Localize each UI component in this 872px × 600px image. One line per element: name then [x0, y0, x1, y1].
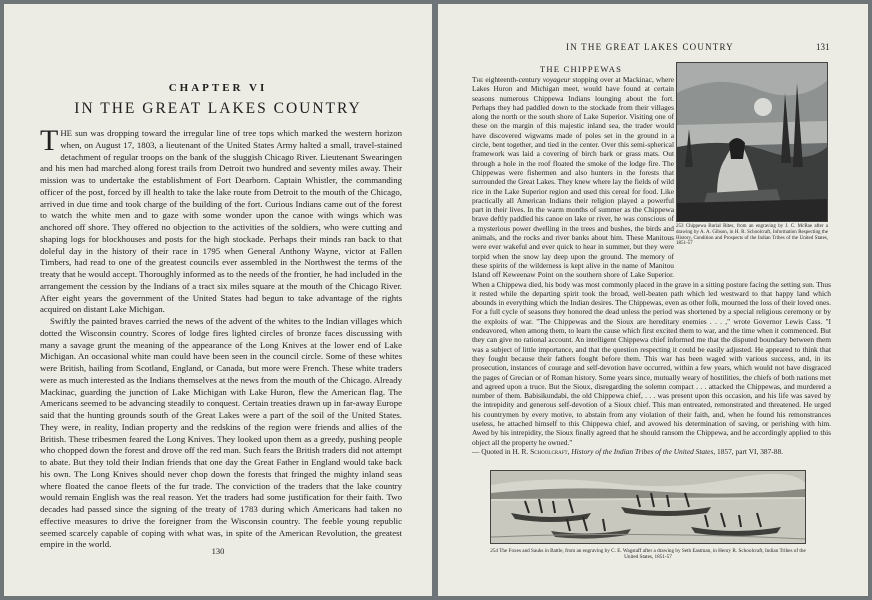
chapter-label: CHAPTER VI [168, 82, 268, 94]
paragraph-1 [40, 124, 402, 316]
left-page [4, 4, 432, 596]
quote-source-title: History of the Indian Tribes of the United States [571, 446, 714, 456]
drop-cap: T [40, 124, 59, 157]
chapter-body [40, 124, 402, 551]
paragraph-2: Swiftly the painted braves carried the news of the advent of the whites to the Indian villages which dotted the Wisconsin country. Scores of lodge fires lighted circles of bronze faces discussing with many a savage grunt the meaning of the appearance of the Long Knives at the lower end of Lake Michigan. An occasional white man could have been seen in the council circle. Some of these whites were British, hailing from Scotland, England, or Canada, but more were French. These white traders were as much interested as the Indians themselves at the news from the mouth of the Chicago. Already Mackinac, guarding the junction of Lake Michigan with Lake Huron, flew the American flag. The Americans seemed to be advancing steadily to conquest. Certain treaties drawn up in far-away Europe said that the hunting grounds south of the Great Lakes were a part of the soil of the United States. They were, in reality, Indian property and the redskins of the region were friends and allies of the British. These tribesmen feared the Long Knives. They looked upon them as a greedy, pushing people who chopped down the forest and drove off the red man. Such fears the British traders did not attempt to abate. But they told their Indian friends that one day the Great Father in England would take back his own. The Long Knives should never chop down the forests that fringed the mighty inland seas where floated the canoe fleets of the fur trade. The conviction of the traders that the lake country would remain English was the real reason. Yet the traders had some justification for their faith. Two decades had passed since the signing of the treaty of 1783 during which Americans had taken no effective measures to drive the foreigner from the Wisconsin country. The feeble young republic seemed scarcely capable of coping with what was, in spite of the American Revolution, the greatest empire in the world. [40, 316, 402, 550]
right-page [438, 4, 868, 596]
page-number-right: 131 [816, 42, 830, 52]
italic-word: voyageur [542, 75, 571, 84]
running-head: IN THE GREAT LAKES COUNTRY [566, 42, 734, 52]
paragraph-pre: eighteenth-century [483, 75, 543, 84]
quote-source-author: Schoolcraft [530, 446, 568, 456]
lead-small-caps: The [472, 75, 484, 84]
paragraph-1-text: HE sun was dropping toward the irregular line of tree tops which marked the western horizon when, on August 17, 1803, a lieutenant of the United States Army halted a small, travel-stained detachment of regular troops on the bank of the sluggish Chicago River. Lieutenant Swearingen and his men had marched along forest trails from Detroit two hundred and seventy miles away. Their mission was to undertake the establishment of Fort Dearborn. Captain Whistler, the commanding officer of the post, forced by ill health to take the lake route from Detroit to the mouth of the Chicago, arrived in due time and took charge of the building of the fort. Curious Indians came out of the forest to watch the white men and to gaze with some wonder upon the canoe with wings which was anchored off shore. They offered no objection to the activities of the soldiers, who were cutting and shaping logs for blockhouses and posts for the high stockade. Perhaps their minds ran back to that doleful day in the history of their race in 1795 when General Anthony Wayne, victor at Fallen Timbers, had read to one of the greatest councils ever assembled in the Northwest the terms of the treaty that he would accept. Thoroughly informed as to the needs of the frontier, he had included in the arrangement the cession by the Indians of a tract six miles square at the mouth of the Chicago River. After eight years the government of the United States had begun to take advantage of the rights acquired on distant Lake Michigan. [40, 128, 402, 315]
chapter-title: IN THE GREAT LAKES COUNTRY [74, 100, 362, 117]
figure-254-caption: 254 The Foxes and Sauks in Battle, from an engraving by C. E. Wagstaff after a drawing by Seth Eastman, in Henry R. Schoolcraft, Indian Tribes of the United States, 1851-57 [490, 548, 806, 560]
quote-source-pre: — Quoted in H. R. [472, 446, 531, 456]
quote-source-post: , 1857, part VI, 387-88. [713, 446, 783, 456]
battle-engraving [490, 470, 806, 544]
page-number-left: 130 [211, 546, 225, 556]
figure-253-caption: 253 Chippewa Burial Rites, from an engraving by J. C. McRae after a drawing by A. A. Gibson, in H. R. Schoolcraft, Information Respecting the History, Condition and Prospects of the Indian Tribes of the United States, 1851-57 [676, 224, 828, 247]
section-heading: THE CHIPPEWAS [539, 64, 623, 74]
section-paragraph: The eighteenth-century voyageur stopping over at Mackinac, where Lakes Huron and Michigan meet, would have found at certain seasons numerous Chippewa Indians lounging about the fort. Perhaps they had paddled down to the stockade from their villages along the north or the south shore of Lake Superior. Visiting one of these on the margin of this majestic inland sea, the trader would have discovered wigwams made of poles set in the ground in a circle, bent together, and tied in the center. Over this semi-spherical framework was laid a covering of birch bark or grass mats. Out through a hole in the roof floated the smoke of the lodge fire. The Chippewas were fishermen and also hunters in the forests that surrounded the Great Lakes. They knew where lay the fields of wild rice in the Lake Superior region and used this cereal for food. Like practically all American Indians their religion played a powerful part in their lives. In the warm months of summer as the Chippewa brave deftly paddled his canoe on lake or river, he was conscious of a mysterious power dwelling in the trees and bushes, the birds and animals, and the rocks and river banks about him. These Manitous were ever wakeful and ever quick to hear in summer, but they were torpid when the snow lay deep upon the ground. The memory of these spirits of the wilderness is kept alive in the name of Manitou Island off Keweenaw Point on the southern shore of Lake Superior. When a Chippewa died, his body was most commonly placed in the grave in a sitting posture facing the setting sun. Thus it rested while the departing spirit took the broad, well-beaten path which led westward to that happy land which abounds in everything which the Indian desires. The Chippewas, even as other folk, mourned the loss of their loved ones. For a full cycle of seasons they honored the dead unless the period was shortened by a special religious ceremony or by the exploits of war. "The Chippewas and the Sioux are hereditary enemies . . . ," wrote Governor Lewis Cass. "I endeavored, when among them, to learn the cause which first excited them to war, and the time when it commenced. But they can give no rational account. An intelligent Chippewa chief informed me that the disputed boundary between them was a subject of little importance, and that the question respecting it could be easily adjusted. He appeared to think that they fought because their fathers fought before them. This war has been waged with various success, and, in its prosecution, instances of courage and self-devotion have occurred, within a few years, which would not have disgraced the pages of Grecian or of Roman history. Some years since, mutually weary of hostilities, the chiefs of both nations met and agreed upon a truce. But the Sioux, disregarding the solemn compact . . . attacked the Chippewas, and murdered a number of them. Babisikundabi, the old Chippewa chief, . . . was present upon this occasion, and his life was saved by the intrepidity and generous self-devotion of a Sioux chief. This man entreated, remonstrated and threatened. He urged his countrymen by every motive, to abstain from any violation of their faith, and, when he found his remonstrances useless, he attached himself to this Chippewa chief, and avowed his determination of saving, or perishing with him. Awed by his intrepidity, the Sioux finally agreed that he should ransom the Chippewa, and he accordingly applied to this object all the property he owned." — Quoted in H. R. Schoolcraft, History of the Indian Tribes of the United States, 1857, part VI, 387-88. [472, 75, 831, 456]
paragraph-main: stopping over at Mackinac, where Lakes Huron and Michigan meet, would have found at certain seasons numerous Chippewa Indians lounging about the fort. Perhaps they had paddled down to the stockade from their villages along the north or the south shore of Lake Superior. Visiting one of these on the margin of this majestic inland sea, the trader would have discovered wigwams made of poles set in the ground in a circle, bent together, and tied in the center. Over this semi-spherical framework was laid a covering of birch bark or grass mats. Out through a hole in the roof floated the smoke of the lodge fire. The Chippewas were fishermen and also hunters in the forests that surrounded the Great Lakes. They knew where lay the fields of wild rice in the Lake Superior region and used this cereal for food. Like practically all American Indians their religion played a powerful part in their lives. In the warm months of summer as the Chippewa brave deftly paddled his canoe on lake or river, he was conscious of a mysterious power dwelling in the trees and bushes, the birds and animals, and the rocks and river banks about him. These Manitous were ever wakeful and ever quick to hear in summer, but they were torpid when the snow lay deep upon the ground. The memory of these spirits of the wilderness is kept alive in the name of Manitou Island off Keweenaw Point on the southern shore of Lake Superior. When a Chippewa died, his body was most commonly placed in the grave in a sitting posture facing the setting sun. Thus it rested while the departing spirit took the broad, well-beaten path which led westward to that happy land which abounds in everything which the Indian desires. The Chippewas, even as other folk, mourned the loss of their loved ones. For a full cycle of seasons they honored the dead unless the period was shortened by a special religious ceremony or by the exploits of war. "The Chippewas and the Sioux are hereditary enemies . . . ," wrote Governor Lewis Cass. "I endeavored, when among them, to learn the cause which first excited them to war, and the time when it commenced. But they can give no rational account. An intelligent Chippewa chief informed me that the disputed boundary between them was a subject of little importance, and that the question respecting it could be easily adjusted. He appeared to think that they fought because their fathers fought before them. This war has been waged with various success, and, in its prosecution, instances of courage and self-devotion have occurred, within a few years, which would not have disgraced the pages of Grecian or of Roman history. Some years since, mutually weary of hostilities, the chiefs of both nations met and agreed upon a truce. But the Sioux, disregarding the solemn compact . . . attacked the Chippewas, and murdered a number of them. Babisikundabi, the old Chippewa chief, . . . was present upon this occasion, and his life was saved by the intrepidity and generous self-devotion of a Sioux chief. This man entreated, remonstrated and threatened. He urged his countrymen by every motive, to abstain from any violation of their faith, and, when he found his remonstrances useless, he attached himself to this Chippewa chief, and avowed his determination of saving, or perishing with him. Awed by his intrepidity, the Sioux finally agreed that he should ransom the Chippewa, and he accordingly applied to this object all the property he owned." [472, 75, 831, 447]
burial-rites-engraving [676, 62, 828, 222]
